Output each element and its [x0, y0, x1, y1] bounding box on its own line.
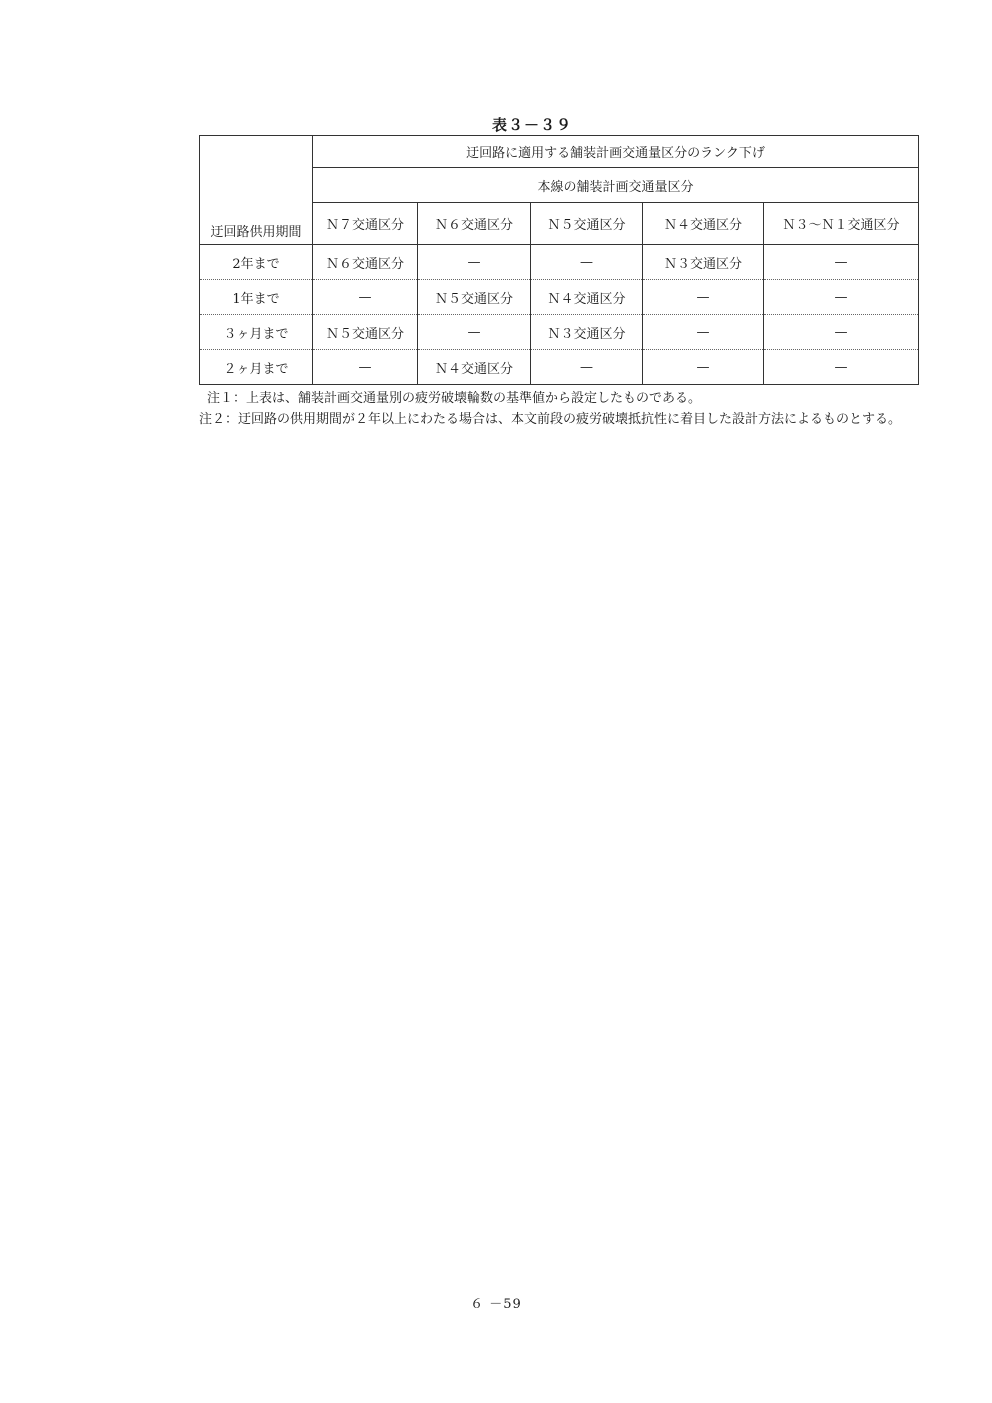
column-header: Ｎ３～Ｎ１交通区分	[764, 203, 919, 245]
table-cell: Ｎ４交通区分	[531, 280, 643, 315]
corner-header-cell	[200, 136, 313, 245]
table-cell: —	[531, 245, 643, 280]
table-cell: Ｎ６交通区分	[313, 245, 418, 280]
header-sub: 本線の舗装計画交通量区分	[313, 168, 919, 203]
column-header: Ｎ４交通区分	[643, 203, 764, 245]
table-cell: —	[764, 350, 919, 385]
table-cell: Ｎ３交通区分	[531, 315, 643, 350]
column-header: Ｎ６交通区分	[418, 203, 531, 245]
row-period: ３ヶ月まで	[200, 315, 313, 350]
table-notes	[199, 388, 901, 430]
table-cell: —	[764, 245, 919, 280]
table-cell: —	[418, 315, 531, 350]
table-cell: —	[643, 315, 764, 350]
table-cell: —	[313, 280, 418, 315]
column-header: Ｎ５交通区分	[531, 203, 643, 245]
table-cell: Ｎ５交通区分	[418, 280, 531, 315]
table-row	[200, 280, 919, 315]
table-cell: —	[643, 280, 764, 315]
table-row	[200, 245, 919, 280]
corner-label: 迂回路供用期間	[210, 225, 302, 240]
table-cell: Ｎ５交通区分	[313, 315, 418, 350]
table-cell: —	[764, 315, 919, 350]
table-cell: —	[643, 350, 764, 385]
table-cell: Ｎ４交通区分	[418, 350, 531, 385]
table-caption: 表３－３９	[492, 116, 573, 134]
table-cell: —	[764, 280, 919, 315]
page-number: ６ －59	[470, 1297, 522, 1312]
header-top: 迂回路に適用する舗装計画交通量区分のランク下げ	[313, 136, 919, 168]
row-period: 1年まで	[200, 280, 313, 315]
note-2: 注２：迂回路の供用期間が２年以上にわたる場合は、本文前段の疲労破壊抵抗性に着目した設計方法によるものとする。	[199, 412, 902, 427]
table-row	[200, 350, 919, 385]
table-cell: —	[418, 245, 531, 280]
row-period: 2年まで	[200, 245, 313, 280]
table-row	[200, 315, 919, 350]
table-cell: —	[531, 350, 643, 385]
table-cell: —	[313, 350, 418, 385]
row-period: ２ヶ月まで	[200, 350, 313, 385]
note-1: 注１：上表は、舗装計画交通量別の疲労破壊輪数の基準値から設定したものである。	[207, 391, 702, 406]
traffic-class-table	[199, 135, 919, 385]
column-header: Ｎ７交通区分	[313, 203, 418, 245]
table-cell: Ｎ３交通区分	[643, 245, 764, 280]
